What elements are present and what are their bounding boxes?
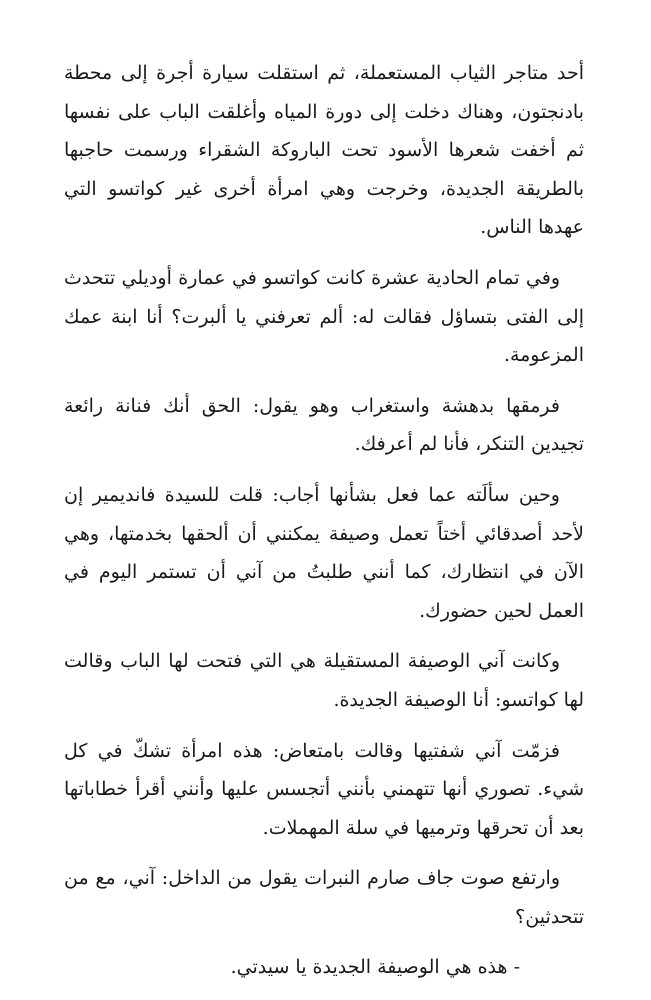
paragraph: فزمّت آني شفتيها وقالت بامتعاض: هذه امرأة تشكّ في كل شيء. تصوري أنها تتهمني بأنني أتجسس عليها وأنني أقرأ خطاباتها بعد أن تحرقها وترميها في سلة المهملات. [64,739,584,839]
paragraph: وفي تمام الحادية عشرة كانت كواتسو في عمارة أوديلي تتحدث إلى الفتى بتساؤل فقالت له: ألم تعرفني يا ألبرت؟ أنا ابنة عمك المزعومة. [64,266,584,367]
paragraph: وارتفع صوت جاف صارم النبرات يقول من الداخل: آني، مع من تتحدثين؟ [64,867,584,928]
paragraph: وكانت آني الوصيفة المستقيلة هي التي فتحت لها الباب وقالت لها كواتسو: أنا الوصيفة الجديدة. [64,650,584,711]
paragraph: فرمقها بدهشة واستغراب وهو يقول: الحق أنك فنانة رائعة تجيدين التنكر، فأنا لم أعرفك. [64,394,584,456]
dialogue-line: - هذه هي الوصيفة الجديدة يا سيدتي. [230,956,520,979]
book-page [64,54,584,999]
paragraph: وحين سألَته عما فعل بشأنها أجاب: قلت للسيدة فانديمير إن لأحد أصدقائي أختاً تعمل وصيفة يمكنني أن ألحقها بخدمتها، وهي الآن في انتظارك، كما أنني طلبتُ من آني أن تستمر اليوم في العمل لحين حضورك. [64,483,584,622]
paragraph: أحد متاجر الثياب المستعملة، ثم استقلت سيارة أجرة إلى محطة بادنجتون، وهناك دخلت إلى دورة المياه وأغلقت الباب على نفسها ثم أخفت شعرها الأسود تحت الباروكة الشقراء ورسمت حاجبها بالطريقة الجديدة، وخرجت وهي امرأة أخرى غير كواتسو التي عهدها الناس. [64,62,584,239]
